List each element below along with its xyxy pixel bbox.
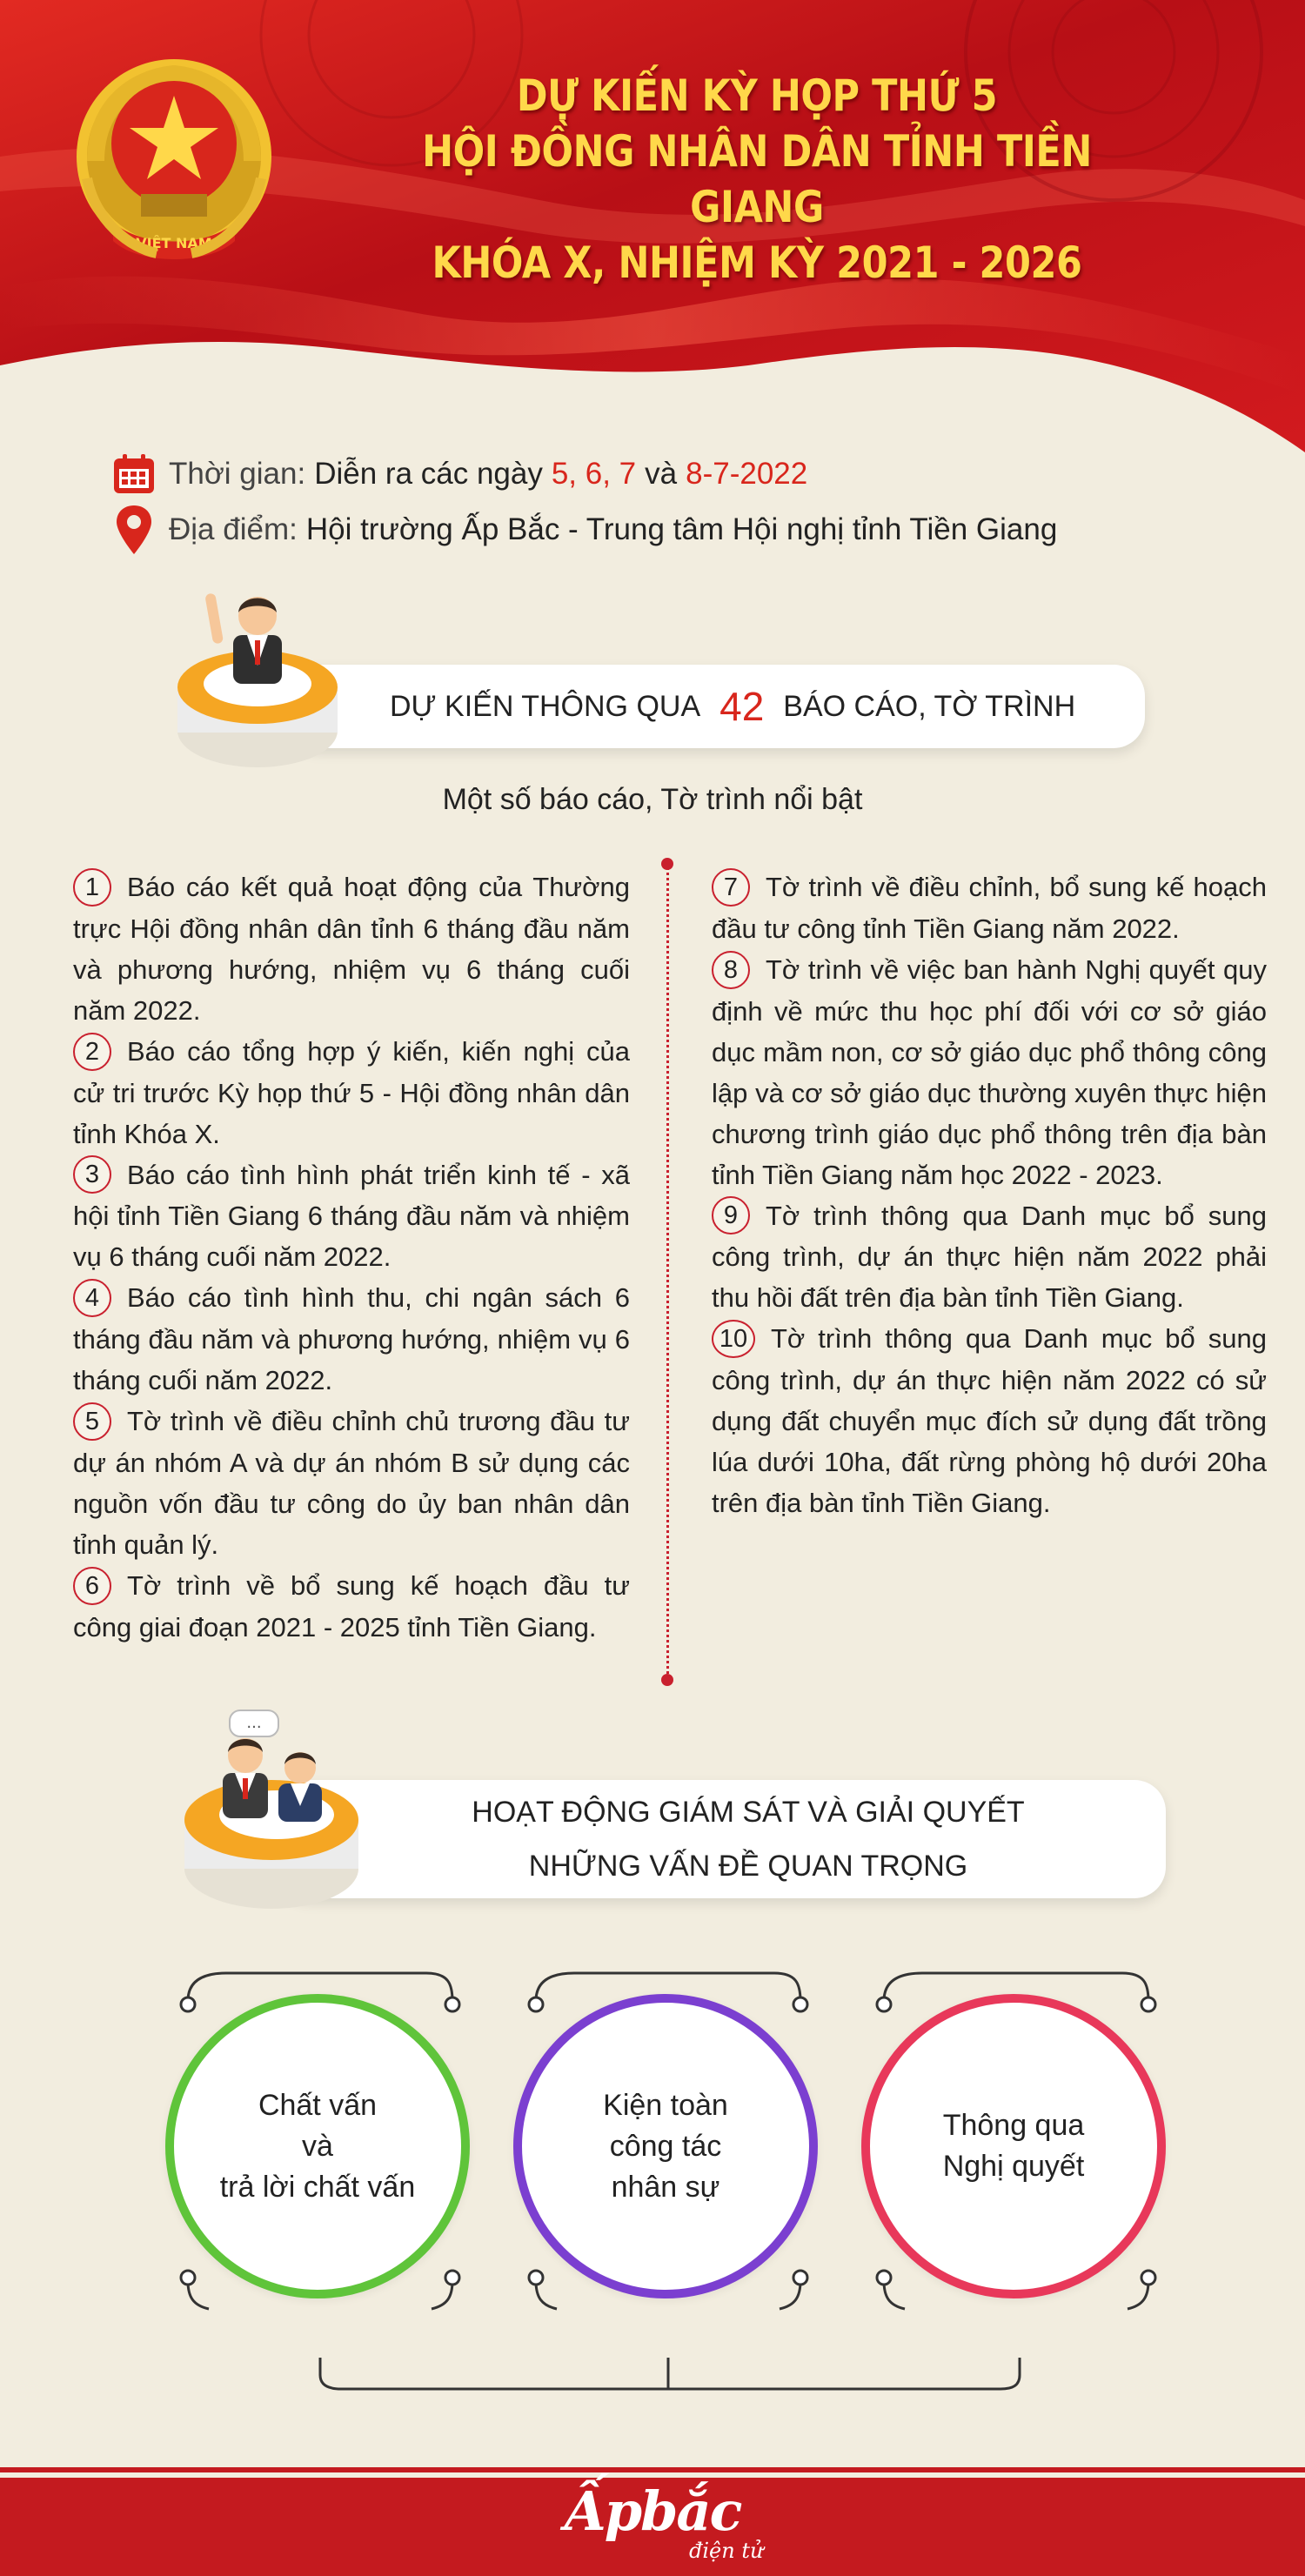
speech-bubble-text: ...	[246, 1714, 262, 1732]
time-label: Thời gian:	[169, 457, 306, 491]
time-date: 8-7-2022	[686, 457, 808, 491]
list-item	[73, 1565, 630, 1648]
summary-text	[390, 665, 1075, 748]
circle-line: Chất vấn	[258, 2088, 378, 2122]
list-item	[73, 866, 630, 1031]
time-days: 5, 6, 7	[551, 457, 637, 491]
item-number-badge: 9	[712, 1196, 750, 1234]
footer-rule	[0, 2467, 1305, 2472]
item-number-badge: 3	[73, 1155, 111, 1194]
list-item	[73, 1154, 630, 1278]
circle-line: Kiện toàn	[603, 2088, 728, 2122]
item-text: Tờ trình về điều chỉnh chủ trương đầu tư dự án nhóm A và dự án nhóm B sử dụng các nguồn vốn đầu tư công do ủy ban nhân dân tỉnh quản lý.	[73, 1406, 630, 1561]
footer-logo-sub: điện tử	[689, 2539, 764, 2563]
footer-logo: Ấpbắc	[564, 2479, 741, 2543]
circle-personnel	[513, 1994, 818, 2298]
item-number-badge: 5	[73, 1402, 111, 1441]
circle-line: Thông qua	[942, 2109, 1085, 2142]
item-text: Báo cáo tổng hợp ý kiến, kiến nghị của cử tri trước Kỳ họp thứ 5 - Hội đồng nhân dân tỉnh Khóa X.	[73, 1035, 630, 1149]
item-text: Tờ trình thông qua Danh mục bổ sung công trình, dự án thực hiện năm 2022 có sử dụng đất chuyển mục đích sử dụng đất trồng lúa dưới 10ha, đất rừng phòng hộ dưới 20ha trên địa bàn tỉnh Tiền Giang.	[712, 1323, 1267, 1519]
title-block	[322, 68, 1192, 291]
list-item	[73, 1401, 630, 1565]
circle-resolution	[861, 1994, 1166, 2298]
item-text: Tờ trình về việc ban hành Nghị quyết quy định về mức thu học phí đối với cơ sở giáo dục mầm non, cơ sở giáo dục phổ thông công lập và cơ sở giáo dục thường xuyên thực hiện chương trình giáo dục phổ thông trên địa bàn tỉnh Tiền Giang năm học 2022 - 2023.	[712, 953, 1267, 1190]
item-text: Báo cáo tình hình phát triển kinh tế - xã hội tỉnh Tiền Giang 6 tháng đầu năm và nhiệm vụ 6 tháng cuối năm 2022.	[73, 1159, 630, 1273]
item-text: Tờ trình về bổ sung kế hoạch đầu tư công giai đoạn 2021 - 2025 tỉnh Tiền Giang.	[73, 1570, 630, 1643]
circle-line: Nghị quyết	[942, 2150, 1085, 2183]
column-divider	[666, 861, 669, 1679]
speaker-podium-icon	[171, 583, 345, 774]
list-column-left	[73, 866, 630, 1648]
calendar-icon	[111, 452, 157, 497]
list-column-right	[712, 866, 1267, 1523]
time-row	[111, 452, 807, 496]
list-item	[712, 866, 1267, 949]
place-row	[111, 508, 1057, 552]
item-number-badge: 8	[712, 951, 750, 989]
header-banner	[0, 0, 1305, 452]
summary-prefix: DỰ KIẾN THÔNG QUA	[390, 689, 701, 723]
national-emblem-icon	[61, 48, 287, 274]
subheading: Một số báo cáo, Tờ trình nổi bật	[442, 783, 863, 816]
summary-count: 42	[719, 684, 765, 729]
circle-line: công tác	[609, 2129, 722, 2163]
divider-dot-bottom	[661, 1674, 673, 1686]
time-prefix: Diễn ra các ngày	[314, 457, 543, 491]
item-number-badge: 1	[73, 868, 111, 907]
title-line-3: KHÓA X, NHIỆM KỲ 2021 - 2026	[432, 238, 1082, 288]
oversight-line-2: NHỮNG VẤN ĐỀ QUAN TRỌNG	[528, 1850, 968, 1883]
list-item	[712, 1195, 1267, 1319]
circle-line: và	[302, 2129, 333, 2163]
place-value: Hội trường Ấp Bắc - Trung tâm Hội nghị tỉnh Tiền Giang	[305, 512, 1058, 546]
place-label: Địa điểm:	[169, 512, 298, 546]
item-number-badge: 7	[712, 868, 750, 907]
oversight-line-1: HOẠT ĐỘNG GIÁM SÁT VÀ GIẢI QUYẾT	[472, 1796, 1025, 1829]
map-pin-icon	[111, 504, 157, 556]
time-and: và	[645, 457, 678, 491]
item-number-badge: 2	[73, 1033, 111, 1071]
list-item	[73, 1277, 630, 1401]
circle-line: trả lời chất vấn	[219, 2170, 416, 2204]
title-line-1: DỰ KIẾN KỲ HỌP THỨ 5	[516, 70, 998, 121]
item-number-badge: 6	[73, 1567, 111, 1605]
summary-suffix: BÁO CÁO, TỜ TRÌNH	[783, 689, 1076, 723]
item-text: Tờ trình thông qua Danh mục bổ sung công trình, dự án thực hiện năm 2022 phải thu hồi đất trên địa bàn tỉnh Tiền Giang.	[712, 1200, 1267, 1314]
item-number-badge: 10	[712, 1320, 755, 1358]
list-item	[73, 1031, 630, 1154]
list-item	[712, 949, 1267, 1195]
circle-line: nhân sự	[611, 2170, 720, 2204]
item-text: Báo cáo kết quả hoạt động của Thường trực Hội đồng nhân dân tỉnh 6 tháng đầu năm và phương hướng, nhiệm vụ 6 tháng cuối năm 2022.	[73, 872, 630, 1026]
item-text: Tờ trình về điều chỉnh, bổ sung kế hoạch đầu tư công tỉnh Tiền Giang năm 2022.	[712, 872, 1267, 944]
emblem-text: VIỆT NAM	[136, 235, 212, 251]
circle-questioning	[165, 1994, 470, 2298]
item-text: Báo cáo tình hình thu, chi ngân sách 6 tháng đầu năm và phương hướng, nhiệm vụ 6 tháng cuối năm 2022.	[73, 1282, 630, 1396]
title-line-2: HỘI ĐỒNG NHÂN DÂN TỈNH TIỀN GIANG	[422, 126, 1092, 232]
list-item	[712, 1318, 1267, 1523]
meeting-podium-icon	[174, 1698, 374, 1916]
oversight-title	[392, 1780, 1105, 1898]
item-number-badge: 4	[73, 1279, 111, 1317]
